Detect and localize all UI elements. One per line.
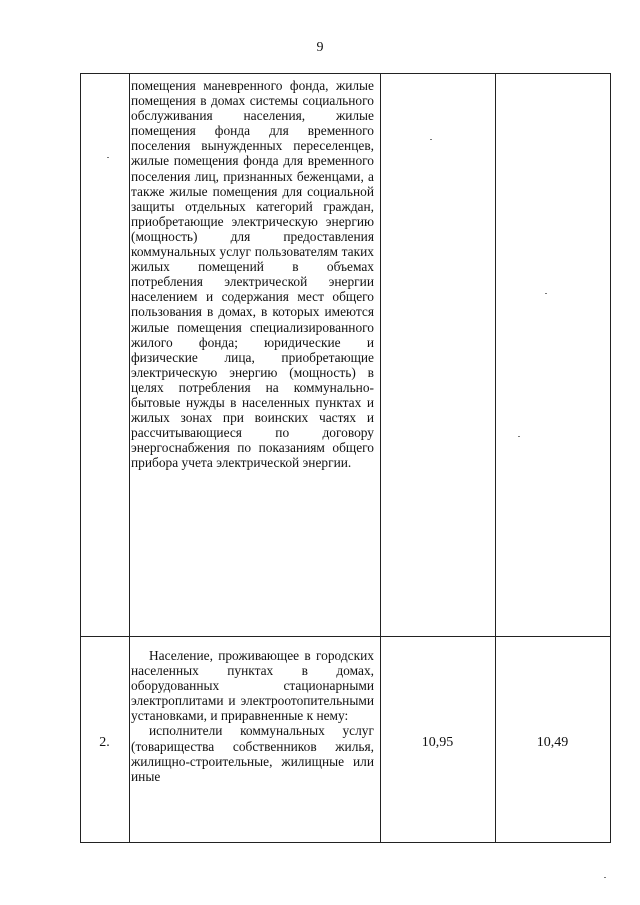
- description-paragraph: помещения маневренного фонда, жилые помещения в домах системы социального обслуживания населения, жилые помещения фонда для временного поселения вынужденных переселенцев, жилые помещения фонда для временного поселения лиц, признанных беженцами, а также жилые помещения для социальной защиты отдельных категорий граждан, приобретающие электрическую энергию (мощность) для предоставления коммунальных услуг пользователям таких жилых помещений в объемах потребления электрической энергии населением и содержания мест общего пользования в домах, в которых имеются жилые помещения специализированного жилого фонда; юридические и физические лица, приобретающие электрическую энергию (мощность) в целях потребления на коммунально-бытовые нужды в населенных пунктах и жилых зонах при воинских частях и рассчитывающиеся по договору энергоснабжения по показаниям общего прибора учета электрической энергии.: [131, 78, 374, 471]
- scan-speck: [518, 436, 520, 437]
- row-description: [131, 78, 374, 470]
- tariff-value-1: 10,95: [421, 735, 454, 750]
- scan-speck: [107, 157, 109, 158]
- scan-speck: [430, 139, 432, 140]
- table-border-left: [80, 73, 81, 843]
- scan-speck: [545, 293, 547, 294]
- table-row-divider: [80, 636, 611, 637]
- table-column-divider: [495, 73, 496, 843]
- table-border-top: [80, 73, 611, 74]
- table-border-right: [610, 73, 611, 843]
- description-paragraph: Население, проживающее в городских населенных пунктах в домах, оборудованных стационарными электроплитами и электроотопительными установками, и приравненные к нему:: [131, 648, 374, 724]
- row-description: [131, 648, 374, 784]
- scan-speck: [604, 877, 606, 878]
- tariff-value-2: 10,49: [536, 735, 569, 750]
- description-paragraph: исполнители коммунальных услуг (товарищества собственников жилья, жилищно-строительные, жилищные или иные: [131, 723, 374, 784]
- table-border-bottom: [80, 842, 611, 843]
- table-column-divider: [129, 73, 130, 843]
- table-column-divider: [380, 73, 381, 843]
- row-number: 2.: [99, 735, 110, 750]
- page-number: 9: [316, 40, 324, 55]
- tariff-table: [80, 73, 611, 843]
